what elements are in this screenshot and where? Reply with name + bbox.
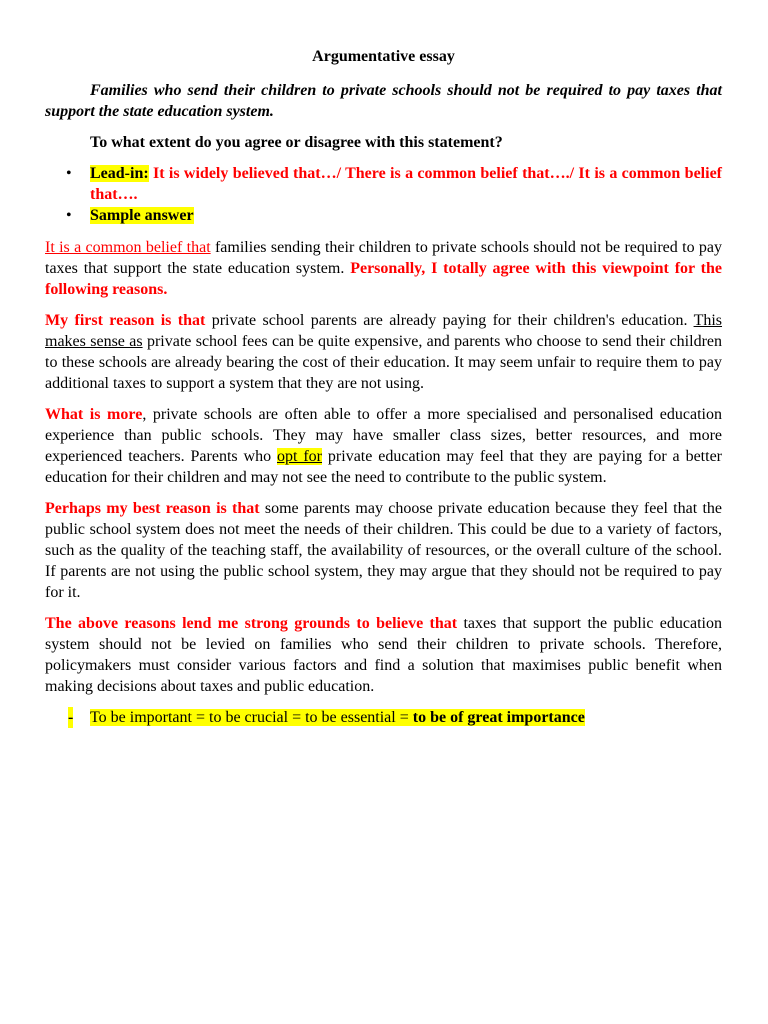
first-reason-link-phrase: This makes sense as	[45, 312, 723, 350]
lead-in-phrases: It is widely believed that…/ There is a common belief that…./ It is a common belief that….	[90, 165, 722, 203]
bullet-marker: •	[66, 207, 72, 224]
sample-answer-label: Sample answer	[90, 207, 194, 224]
vocab-note-text	[90, 709, 585, 726]
second-reason-text-1: , private schools are often able to offer a more specialised and personalised education experience than public schools. They may have smaller class sizes, better resources, and more experienced teachers. Parents who	[45, 406, 723, 465]
vocab-note-synonyms: To be important = to be crucial = to be essential =	[90, 709, 413, 726]
third-reason-paragraph	[45, 498, 722, 603]
second-reason-text-2: private education may feel that they are paying for a better education for their children and may not see the need to contribute to the public system.	[45, 448, 722, 486]
lead-in-label: Lead-in:	[90, 165, 149, 182]
conclusion-paragraph	[45, 613, 722, 697]
document-title: Argumentative essay	[312, 48, 455, 65]
first-reason-phrase: My first reason is that	[45, 312, 206, 329]
bullet-marker: •	[66, 165, 72, 182]
conclusion-phrase: The above reasons lend me strong grounds to believe that	[45, 615, 458, 632]
vocab-note	[45, 707, 722, 728]
third-reason-phrase: Perhaps my best reason is that	[45, 500, 260, 517]
dash-marker: -	[68, 709, 74, 726]
bullet-list	[45, 163, 722, 226]
essay-statement: Families who send their children to private schools should not be required to pay taxes that support the state education system.	[45, 82, 722, 120]
intro-phrase: It is a common belief that	[45, 239, 211, 256]
first-reason-text-2: private school fees can be quite expensive, and parents who choose to send their children to these schools are already bearing the cost of their education. It may seem unfair to require them to pay additional taxes to support a system that they are not using.	[45, 333, 722, 392]
intro-opinion: Personally, I totally agree with this viewpoint for the following reasons.	[45, 260, 722, 298]
intro-text: families sending their children to private schools should not be required to pay taxes that support the state education system.	[45, 239, 722, 277]
vocab-highlight: opt for	[277, 448, 323, 465]
document-page	[45, 46, 722, 728]
vocab-note-bold: to be of great importance	[412, 709, 585, 726]
sample-answer-bullet	[45, 205, 722, 226]
conclusion-text: taxes that support the public education system should not be levied on families who send their children to private schools. Therefore, policymakers must consider various factors and find a solution that maximises public benefit when making decisions about taxes and public education.	[45, 615, 722, 695]
second-reason-paragraph	[45, 404, 722, 488]
essay-question: To what extent do you agree or disagree with this statement?	[90, 134, 503, 151]
intro-paragraph	[45, 237, 722, 300]
first-reason-text-1: private school parents are already paying for their children's education.	[205, 312, 694, 329]
lead-in-bullet	[45, 163, 722, 205]
first-reason-paragraph	[45, 310, 722, 394]
second-reason-phrase: What is more	[45, 406, 143, 423]
third-reason-text: some parents may choose private education because they feel that the public school system does not meet the needs of their children. This could be due to a variety of factors, such as the quality of the teaching staff, the availability of resources, or the overall culture of the school. If parents are not using the public school system, they may argue that they should not be required to pay for it.	[45, 500, 723, 601]
